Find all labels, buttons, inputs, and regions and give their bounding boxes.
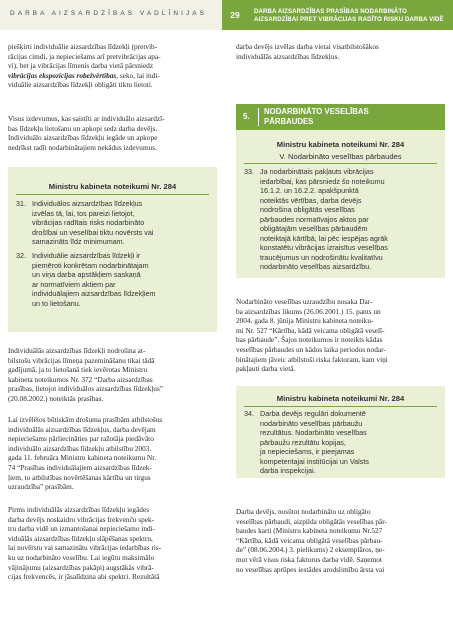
box-title: Ministru kabineta noteikumi Nr. 284 [48, 182, 177, 191]
regulation-box-1-bg [8, 167, 217, 332]
section-heading [236, 104, 445, 130]
regulation-item: 32. Individuālie aizsardzības līdzekļi ir piemēroti konkrētam nodarbinātajam un viņa darba apstākļiem saskaņā ar normatīviem aktiem par individuālajiem aizsardzības līdzekļiem un to lietošanu. [16, 251, 156, 308]
left-paragraph-3: Individuālās aizsardzības līdzekļi nodrošina at- bilstošu vibrācijas līmeņa pazemināšanu tikai tādā gadījumā, ja to lietošanā tiek ievērotas Ministru kabineta noteikumos Nr. 372 “Darba aizsardzības prasības, lietojot individuālos aizsardzības līdzekļus” (20.08.2002.) noteiktās prasības. [8, 346, 217, 404]
box-divider [16, 194, 209, 195]
box-title: Ministru kabineta noteikumi Nr. 284 [276, 140, 405, 149]
section-title: NODARBINĀTO VESELĪBAS PĀRBAUDES [264, 107, 369, 126]
left-paragraph-5: Pirms individuālās aizsardzības līdzekļu iegādes darba devējs noskaidro vibrācijas frekvenču spek- tru darba vidē un izmantošanai nepieciešamo indi- viduālās aizsardzības līdzekļu slāpēšanas spektru, lai novērstu vai samazinātu vibrācijas iedarbības ris- ku uz nodarbināto veselību. Lai iegūtu maksimālo vājinājumu (aizsardzības pakāpi) augstākās vibrā- cijas frekvencēs, ir jāsalīdzina abi spektri. Rezultātā [8, 505, 162, 582]
regulation-box-2 [236, 130, 445, 278]
box-subtitle: V. Nodarbināto veselības pārbaudes [279, 152, 402, 161]
header-left-band [0, 0, 222, 30]
page-number: 29 [222, 0, 248, 30]
left-paragraph-1: piešķirti individuālie aizsardzības līdzekļi (pretvib- rācijas cimdi, ja nepieciešams arī pretvibrācijas apa- vi), bet ja vibrācijas līmenis darba vietā pārsniedz vibrācijas ekspozīcijas robežvērtības, seko, lai indi- viduālie aizsardzības līdzekļi obligāti tiktu lietoti. [8, 42, 161, 90]
chapter-subtitle-line: DARBA AIZSARDZĪBAS PRASĪBAS NODARBINĀTO [254, 8, 407, 15]
box-divider [244, 163, 437, 164]
right-paragraph-2: Nodarbināto veselības uzraudzību nosaka Dar- ba aizsardzības likums (26.06.2001.) 15. pants un 2004. gada 8. jūnija Ministru kabineta noteiku- mi Nr. 527 “Kārtība, kādā veicama obligātā veselī- bas pārbaude”. Šajos noteikumos ir noteikts kādas veselības pārbaudes un kādos laika periodos nodar- binātajiem jāveic atbilstoši riska faktoram, kam viņi pakļauti darba vietā. [236, 297, 388, 374]
chapter-subtitle [254, 8, 450, 24]
box-title: Ministru kabineta noteikumi Nr. 284 [276, 394, 405, 403]
left-paragraph-4: Lai izvēlētos būtiskām drošuma prasībām atbilstošus individuālās aizsardzības līdzekļus, darba devējam nepieciešams pārliecināties par ražotāja piedāvāto individuālo aizsardzības līdzekļu atbilstību 2003. gada 11. februāra Ministru kabineta noteikumu Nr. 74 “Prasības individuālajiem aizsardzības līdzek- ļiem, to atbilstības novērtēšanas kārtība un tirgus uzraudzība” prasībām. [8, 415, 163, 492]
regulation-box-3 [236, 386, 445, 478]
right-paragraph-3: Darba devējs, nosūtot nodarbināto uz obligāto veselības pārbaudi, aizpilda obligātās veselības pār- baudes karti (Ministru kabineta noteikumu Nr.527 “Kārtība, kādā veicama obligātā veselības pārbau- de” (08.06.2004.) 3. pielikums) 2 eksemplāros, ņe- mot vērā visus riska faktorus darba vidē. Saņemot no veselības aprūpes iestādes arodslimību ārsta vai [236, 507, 388, 574]
emphasis-text: vibrācijas ekspozīcijas robežvērtības [8, 70, 117, 80]
header-right-band [248, 0, 453, 30]
left-paragraph-2: Visus izdevumus, kas saistīti ar individuālo aizsardzī- bas līdzekļu lietošanu un apkopi sedz darba devējs. Individuālo aizsardzības līdzekļu iegāde un apkope nedrīkst radīt nodarbinātajiem nekādus izdevumus. [8, 114, 165, 152]
regulation-item: 34. Darba devējs regulāri dokumentē nodarbināto veselības pārbaužu rezultātus. Nodarbināto veselības pārbaužu rezultātu kopijas, ja nepieciešams, ir pieejamas kompetentajai institūcijai un Valsts darba inspekcijai. [244, 409, 369, 475]
regulation-item: 33. Ja nodarbinātais pakļauts vibrācijas iedarbībai, kas pārsniedz šo noteikumu 16.1.2. un 16.2.2. apakšpunktā noteiktās vērtības, darba devējs nodrošina obligātās veselības pārbaudes normatīvajos aktos par obligātajām veselības pārbaudēm noteiktajā kārtībā, lai pēc iespējas agrāk konstatētu vibrācijas izraisītus veselības traucējumus un nodrošinātu kvalitatīvu nodarbināto veselības aizsardzību. [244, 167, 388, 271]
chapter-subtitle-line: AIZSARDZĪBAI PRET VIBRĀCIJAS RADĪTO RISKU DARBA VIDĒ [254, 16, 444, 23]
box-divider [244, 406, 437, 407]
section-number: 5. [243, 112, 250, 121]
running-title: DARBA AIZSARDZĪBAS VADLĪNIJAS [10, 10, 208, 17]
page-header [0, 0, 453, 30]
regulation-item: 31. Individuālos aizsardzības līdzekļus izvēlas tā, lai, tos pareizi lietojot, vibrācijas radītais risks nodarbināto drošībai un veselībai tiktu novērsts vai samazināts līdz minimumam. [16, 199, 154, 246]
section-divider [258, 108, 259, 126]
right-paragraph-1: darba devējs izvēlas darba vietai visatbilstošākos individuālās aizsardzības līdzekļus. [236, 42, 379, 61]
